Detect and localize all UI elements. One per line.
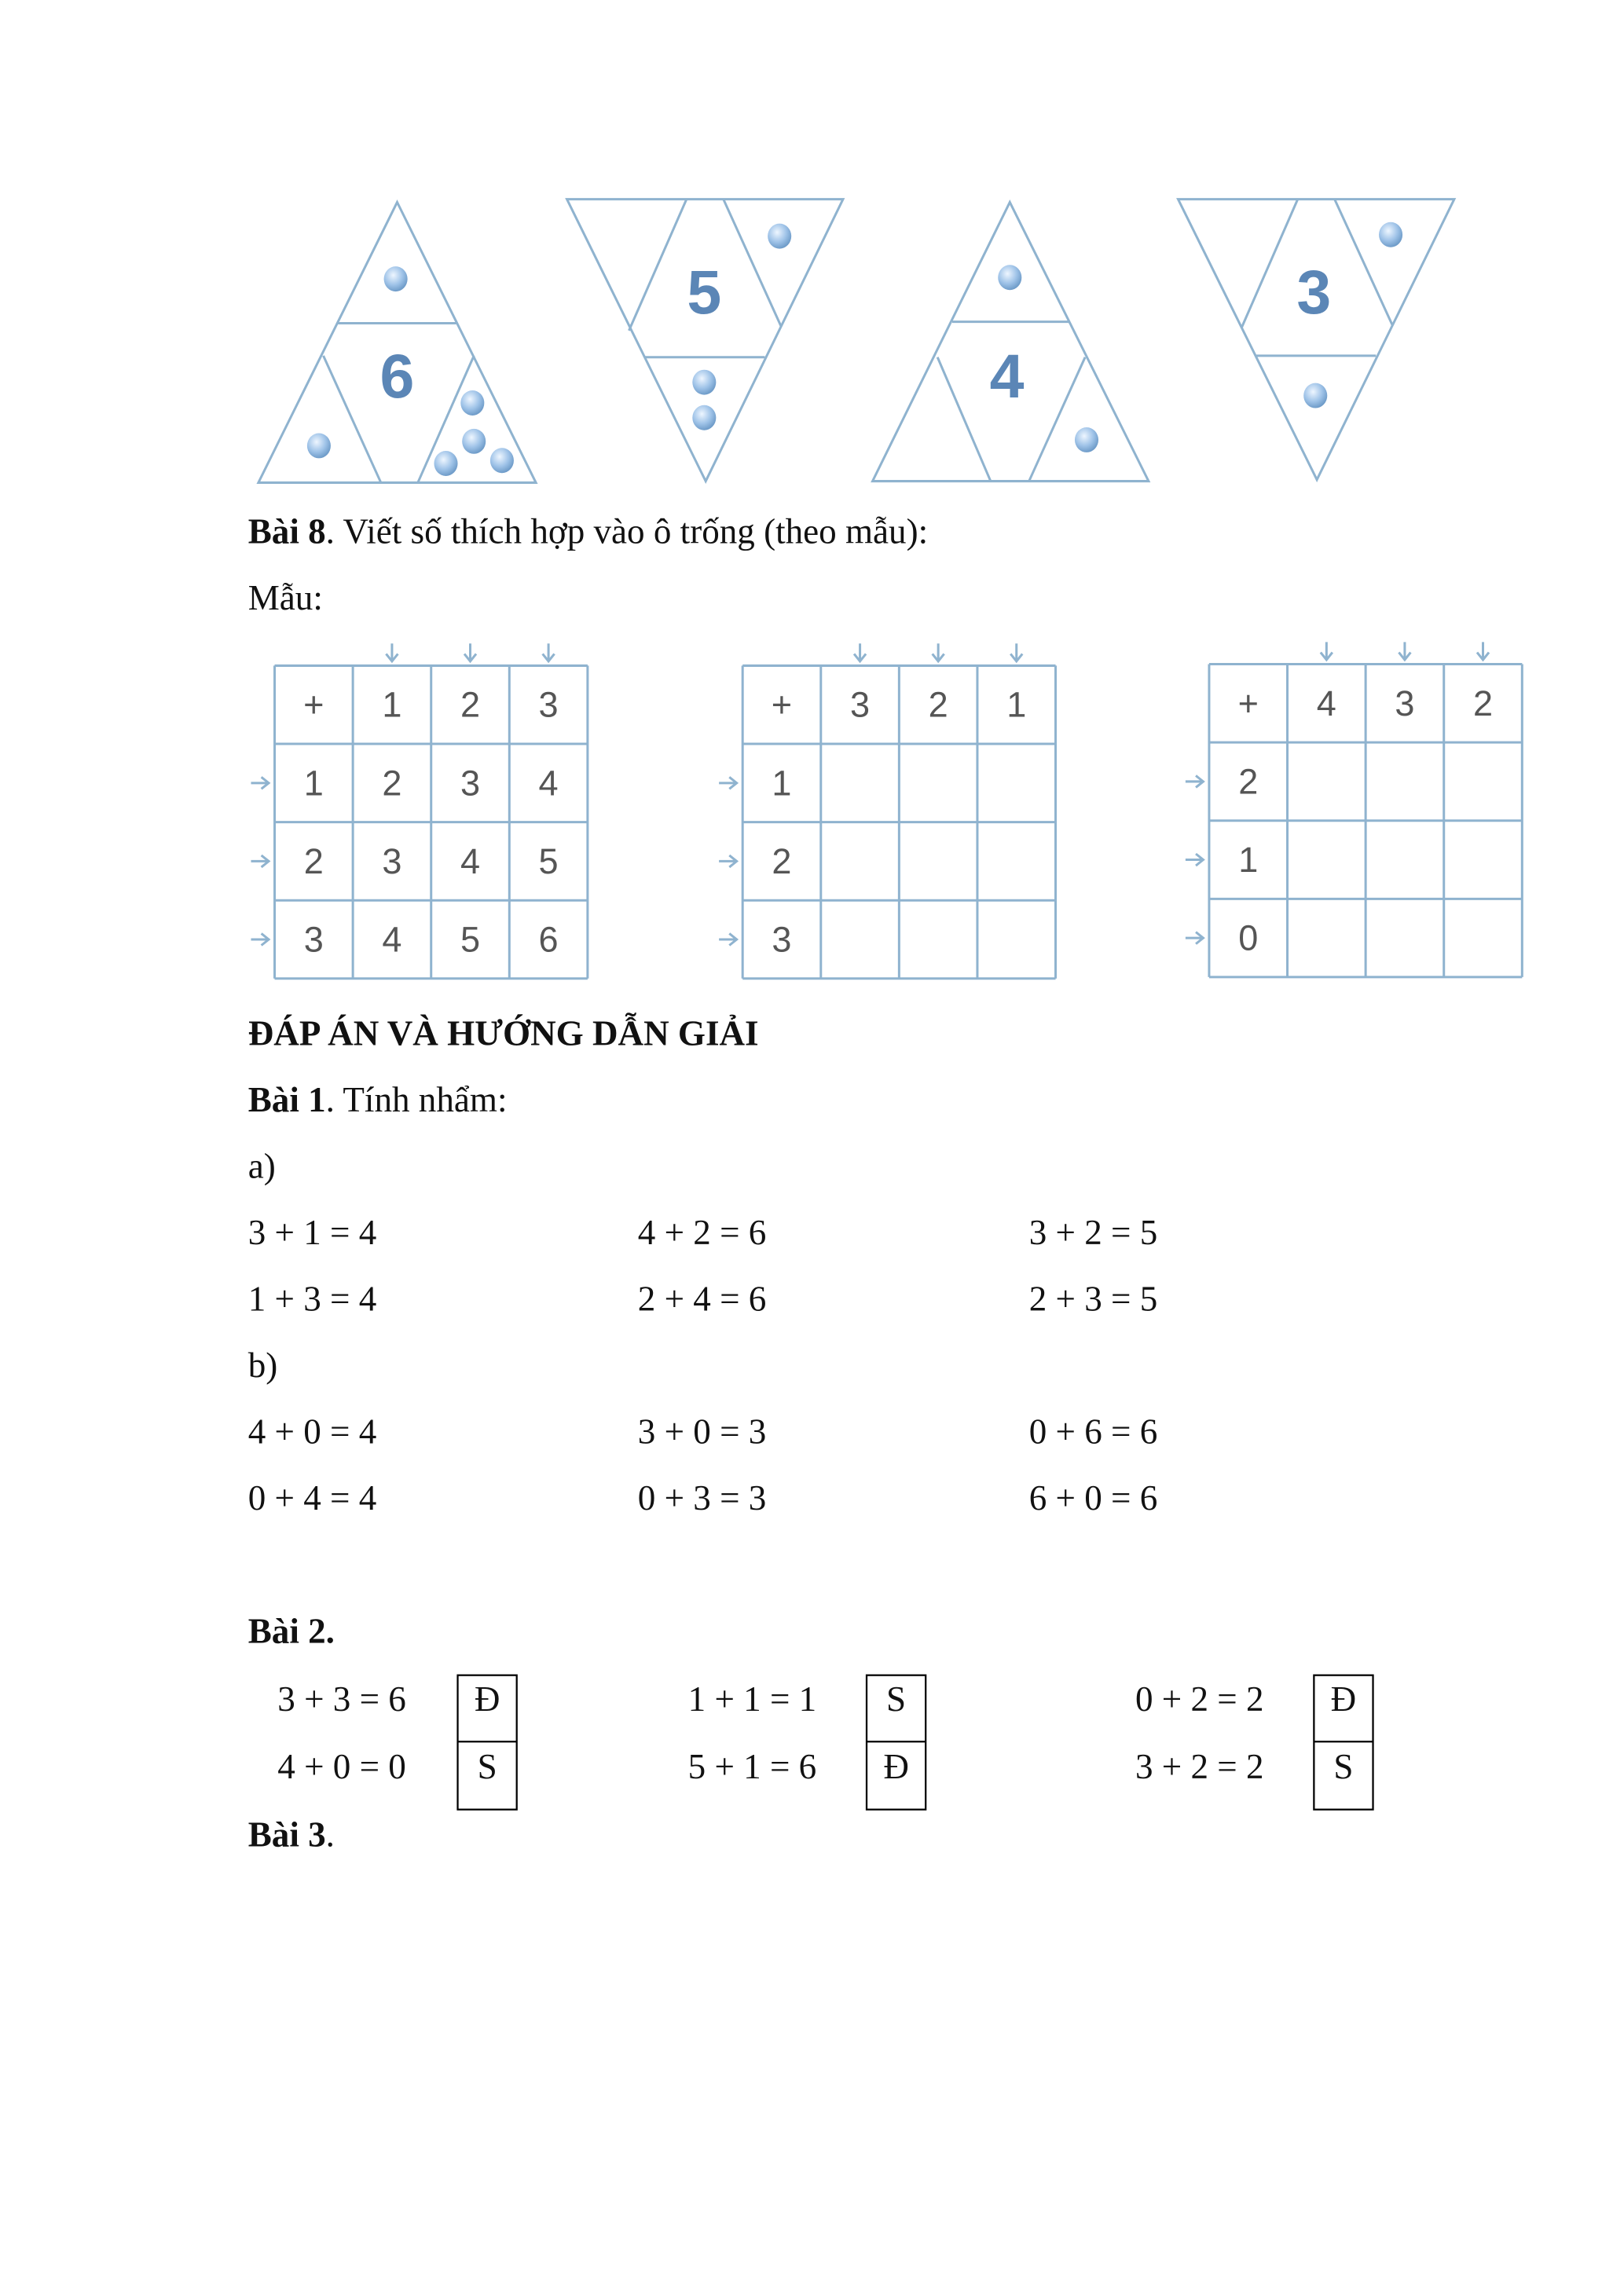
equation: 1 + 1 = 1 [687,1679,817,1719]
dot-icon [1075,427,1098,452]
equation: 3 + 2 = 5 [1028,1213,1158,1253]
addition-table-3 [1186,642,1522,977]
table-header-cell: + [771,684,793,725]
table-header-cell: 3 [538,684,559,725]
table-header-cell: 3 [850,684,871,725]
table-cell: 4 [538,763,559,804]
table-cell: 3 [382,840,402,881]
table-cell: 3 [460,763,481,804]
equation: 2 + 3 = 5 [1028,1279,1158,1319]
bai2-group-2 [688,1675,926,1810]
equation: 4 + 2 = 6 [637,1213,767,1253]
divider-line [724,200,781,327]
true-false-mark: S [477,1747,497,1787]
equation: 4 + 0 = 4 [247,1412,377,1452]
true-false-mark: Đ [474,1679,500,1719]
dot-icon [490,448,514,473]
triangle-1 [258,202,536,482]
divider-line [1241,200,1297,328]
part-b-label: b) [247,1346,278,1386]
divider-line [629,200,687,331]
dot-icon [998,265,1021,290]
table-cell: 2 [382,763,402,804]
equation: 3 + 3 = 6 [277,1679,406,1719]
triangle-number: 6 [379,342,415,412]
table-header-cell: 3 [1395,683,1415,723]
equation: 4 + 0 = 0 [277,1747,406,1787]
equation: 0 + 3 = 3 [637,1478,767,1518]
equation: 0 + 4 = 4 [247,1478,377,1518]
equation: 2 + 4 = 6 [637,1279,767,1319]
divider-line [1029,357,1085,482]
table-cell: 5 [538,840,559,881]
part-a-label: a) [247,1146,276,1186]
divider-line [324,356,381,483]
triangle-number: 3 [1296,258,1332,328]
table-cell: 3 [772,919,792,960]
equation: 6 + 0 = 6 [1028,1478,1158,1518]
table-cell: 2 [772,840,792,881]
equation: 1 + 3 = 4 [247,1279,377,1319]
dot-icon [1303,383,1327,408]
bai1-part-b [248,1412,1158,1518]
table-header-cell: 1 [382,684,402,725]
triangle-2 [567,200,843,482]
table-header-cell: 4 [1316,683,1336,723]
table-header-cell: 2 [928,684,948,725]
addition-table-1 [251,643,587,979]
table-cell: 1 [303,763,324,804]
triangle-outline [1178,200,1454,480]
table-cell: 0 [1238,917,1259,958]
answers-title: ĐÁP ÁN VÀ HƯỚNG DẪN GIẢI [247,1013,759,1053]
dot-icon [460,390,484,416]
triangle-outline [567,200,843,482]
bai8-heading: Bài 8. Viết số thích hợp vào ô trống (theo mẫu): [247,511,929,551]
bai3-heading: Bài 3. [247,1814,335,1855]
table-cell: 4 [460,840,481,881]
dot-icon [768,224,791,249]
equation: 0 + 6 = 6 [1028,1412,1158,1452]
bai2-true-false [277,1675,1373,1810]
divider-line [937,357,991,482]
equation: 3 + 2 = 2 [1135,1747,1264,1787]
equation: 3 + 0 = 3 [637,1412,767,1452]
dot-icon [692,370,716,395]
table-cell: 6 [538,919,559,960]
divider-line [1335,200,1392,325]
table-cell: 3 [303,919,324,960]
addition-table-2 [719,643,1055,979]
table-cell: 4 [382,919,402,960]
table-header-cell: 2 [460,684,481,725]
triangle-number: 5 [687,258,722,328]
dot-icon [384,266,408,291]
table-cell: 1 [1238,840,1259,881]
true-false-mark: S [1333,1747,1354,1787]
table-cell: 2 [303,840,324,881]
addition-tables [251,642,1522,978]
true-false-mark: S [886,1679,907,1719]
dot-icon [692,405,716,430]
table-cell: 1 [772,763,792,804]
sample-label: Mẫu: [247,578,323,618]
dot-icon [1379,222,1402,247]
table-header-cell: 1 [1006,684,1027,725]
true-false-mark: Đ [1330,1679,1357,1719]
bai1-heading: Bài 1. Tính nhẩm: [247,1079,508,1119]
triangle-number: 4 [989,342,1025,412]
bai2-heading: Bài 2. [247,1611,335,1651]
table-header-cell: 2 [1472,683,1494,723]
dot-icon [307,433,331,458]
triangle-3 [873,202,1149,481]
true-false-mark: Đ [883,1747,909,1787]
bai2-group-3 [1135,1675,1373,1810]
triangle-puzzles [258,200,1454,483]
bai2-group-1 [277,1675,516,1810]
triangle-4 [1178,200,1454,480]
dot-icon [434,451,457,476]
table-cell: 5 [460,919,481,960]
equation: 5 + 1 = 6 [687,1747,817,1787]
dot-icon [462,429,486,454]
table-cell: 2 [1238,761,1259,802]
table-header-cell: + [1237,683,1259,723]
table-header-cell: + [303,684,324,725]
equation: 0 + 2 = 2 [1135,1679,1264,1719]
equation: 3 + 1 = 4 [247,1213,377,1253]
bai1-part-a [248,1213,1158,1319]
